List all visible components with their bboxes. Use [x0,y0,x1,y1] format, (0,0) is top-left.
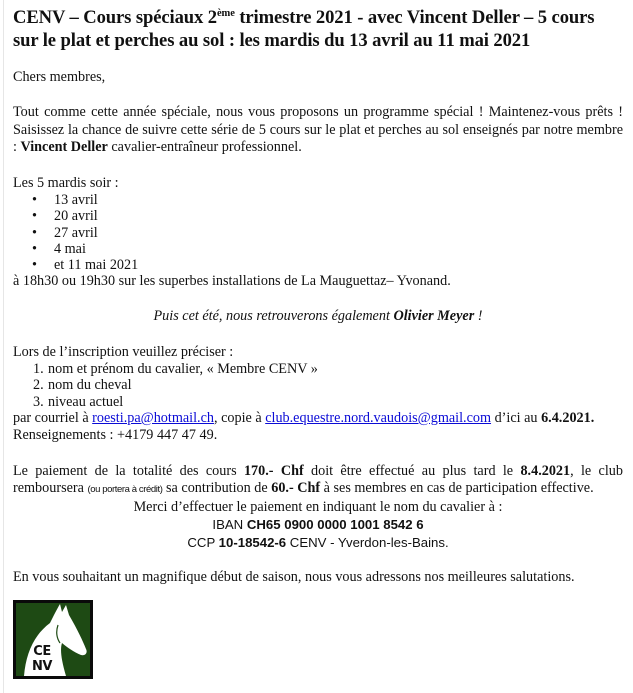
ccp-line [13,534,623,552]
summer-end: ! [474,308,483,325]
logo-text-nv: NV [32,659,52,674]
item-number: 3. [33,393,44,410]
closing-salutation: En vous souhaitant un magnifique début de saison, nous vous adressons nos meilleures salutations. [13,569,575,586]
registration-deadline: 6.4.2021 [541,409,591,426]
iban-label: IBAN [212,517,247,533]
payment-text: , le club remboursera [13,462,623,497]
payment-text: Le paiement de la totalité des cours [13,462,244,479]
summer-trainer-name: Olivier Meyer [393,308,475,325]
summer-text: Puis cet été, nous retrouverons également [153,308,394,325]
ccp-holder: CENV - Yverdon-les-Bains. [286,534,449,550]
registration-contact [13,410,623,428]
page-edge [3,0,4,693]
date-item [13,208,623,224]
payment-paragraph [13,463,623,499]
payment-text: doit être effectué au plus tard le [303,462,521,479]
item-text: niveau actuel [48,393,124,410]
schedule-heading: Les 5 mardis soir : [13,174,119,191]
info-phone: Renseignements : +4179 447 47 49. [13,427,218,444]
date-text: 20 avril [54,208,98,225]
payment-note: (ou portera à crédit) [87,484,163,496]
registration-item [13,361,623,377]
schedule-location: à 18h30 ou 19h30 sur les superbes installations de La Mauguettaz– Yvonand. [13,273,451,290]
signature [13,604,623,622]
item-number: 2. [33,377,44,394]
item-number: 1. [33,361,44,378]
item-text: nom du cheval [48,377,132,394]
email-prefix: par courriel à [13,409,93,426]
intro-text-end: cavalier-entraîneur professionnel. [107,139,302,156]
intro-paragraph [13,104,623,157]
deadline-text: d’ici au [491,409,542,426]
summer-announcement [13,308,623,326]
registration-heading: Lors de l’inscription veuillez préciser : [13,343,234,360]
intro-text: Tout comme cette année spéciale, nous vous proposons un programme spécial ! Maintenez-vous prêts ! Saisissez la chance de suivre cette série de 5 cours sur le plat et perches au sol enseignés par notre membre : [13,104,623,156]
date-item [13,241,623,257]
ccp-label: CCP [187,534,219,550]
payment-instruction: Merci d’effectuer le paiement en indiquant le nom du cavalier à : [133,498,503,515]
email-link-roesti[interactable]: roesti.pa@hotmail.ch [92,409,214,426]
date-item [13,225,623,241]
date-list [13,192,623,273]
email-link-club[interactable]: club.equestre.nord.vaudois@gmail.com [265,409,492,426]
horse-head-icon [16,603,90,676]
registration-list [13,361,623,410]
iban-number: CH65 0900 0000 1001 8542 6 [246,517,424,533]
club-contribution: 60.- Chf [271,480,321,497]
registration-item [13,394,623,410]
date-text: 27 avril [54,224,98,241]
logo-text-ce: CE [33,644,51,659]
payment-amount: 170.- Chf [243,462,304,479]
item-text: nom et prénom du cavalier, « Membre CENV » [48,361,318,378]
date-text: et 11 mai 2021 [54,256,139,273]
bullet-icon: • [32,208,37,225]
ccp-number: 10-18542-6 [218,534,287,550]
date-item [13,257,623,273]
iban-line [13,516,623,534]
title-superscript: ème [216,8,235,19]
title-text: CENV – Cours spéciaux 2 [13,7,217,28]
bullet-icon: • [32,224,37,241]
bullet-icon: • [32,192,37,209]
bullet-icon: • [32,256,37,273]
greeting: Chers membres, [13,69,106,85]
letter-title [13,6,623,52]
date-text: 4 mai [54,240,86,257]
payment-deadline: 8.4.2021 [520,462,571,479]
letter [13,6,623,622]
title-text-cont: trimestre 2021 - avec Vincent Deller – 5 cours sur le plat et perches au sol : les mardis du 13 avril au 11 mai 2021 [13,7,595,51]
copy-text: , copie à [213,409,266,426]
cenv-logo [13,600,93,679]
trainer-name: Vincent Deller [20,139,108,156]
registration-item [13,377,623,393]
payment-text: à ses membres en cas de participation effective. [320,480,594,497]
date-item [13,192,623,208]
bullet-icon: • [32,240,37,257]
payment-text: sa contribution de [162,480,272,497]
deadline-end: . [590,409,595,426]
date-text: 13 avril [54,192,98,209]
